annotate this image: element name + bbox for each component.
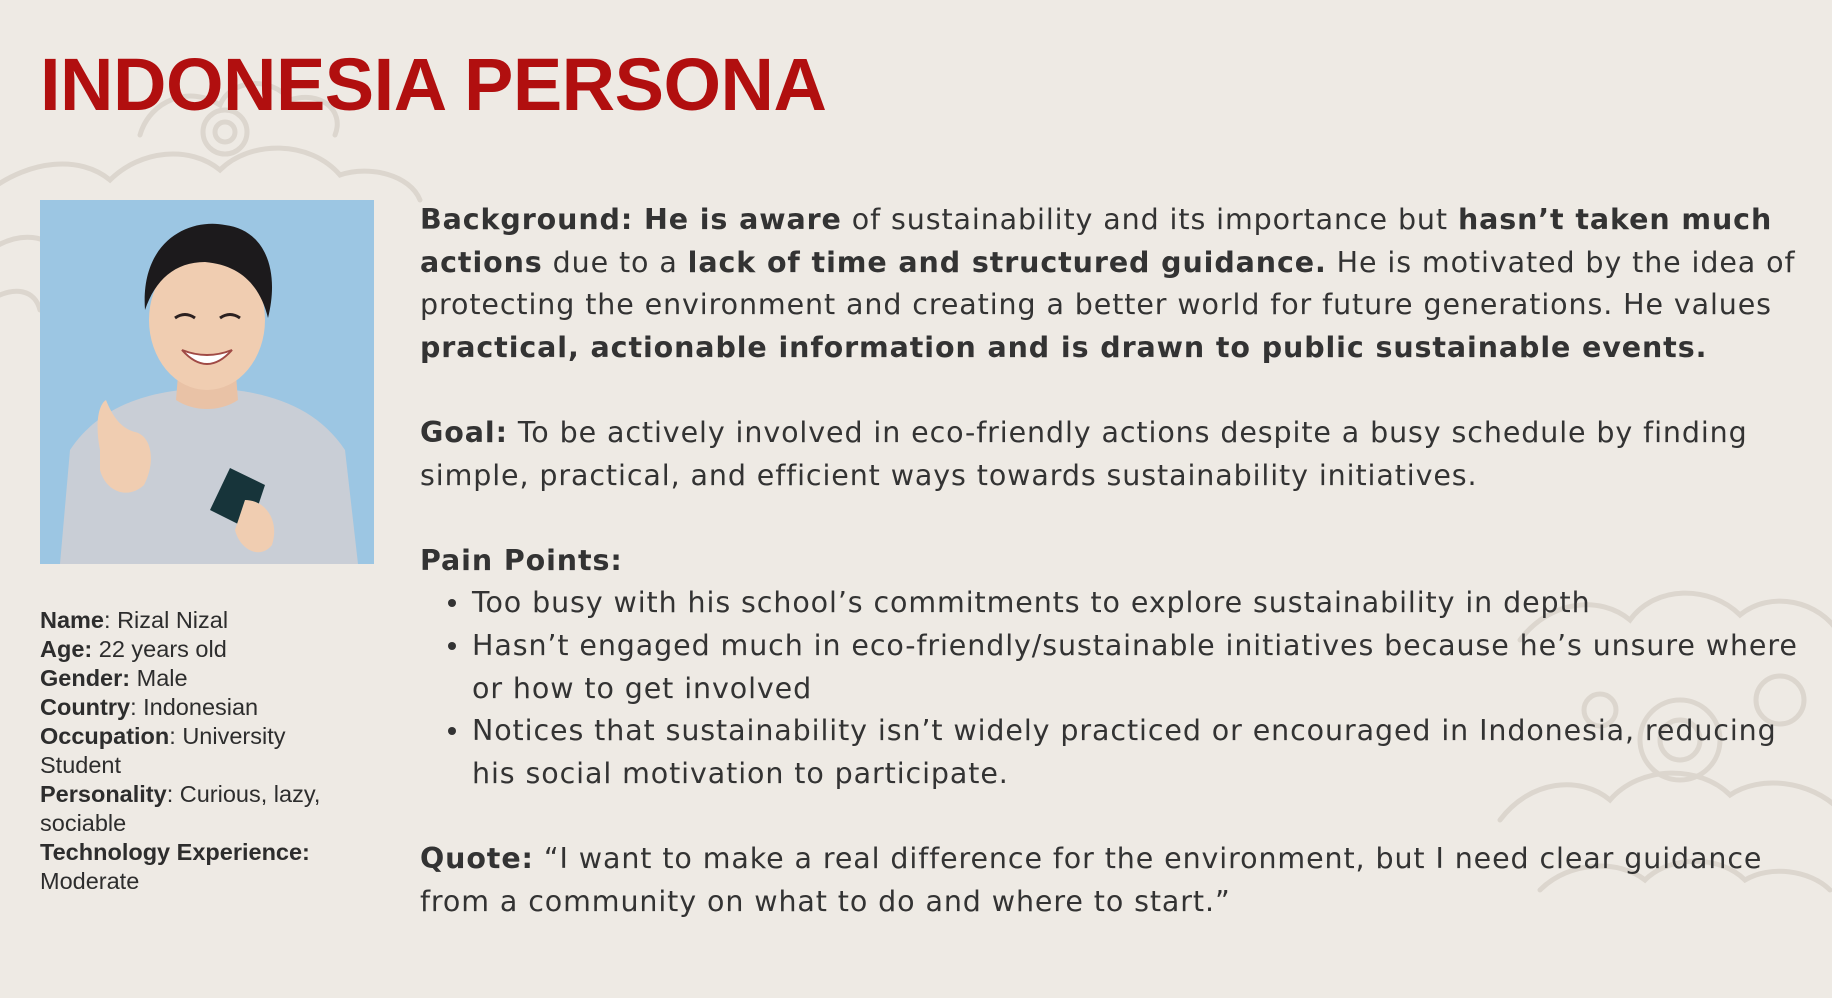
- pain-point-item: Too busy with his school’s commitments to explore sustainability in depth: [420, 582, 1820, 625]
- profile-facts: [40, 606, 370, 896]
- persona-photo: [40, 200, 374, 564]
- profile-age: Age: 22 years old: [40, 636, 227, 662]
- profile-gender: Gender: Male: [40, 665, 188, 691]
- pain-point-item: Notices that sustainability isn’t widely practiced or encouraged in Indonesia, reducing his social motivation to participate.: [420, 710, 1820, 795]
- pain-points-list: [420, 582, 1820, 795]
- persona-details: [420, 199, 1820, 923]
- background-section: Background: He is aware of sustainability and its importance but hasn’t taken much actions due to a lack of time and structured guidance. He is motivated by the idea of protecting the environment and creating a better world for future generations. He values practical, actionable information and is drawn to public sustainable events.: [420, 203, 1796, 364]
- pain-points-heading: Pain Points:: [420, 543, 623, 577]
- goal-section: Goal: To be actively involved in eco-friendly actions despite a busy schedule by finding simple, practical, and efficient ways towards sustainability initiatives.: [420, 415, 1748, 492]
- profile-technology: Technology Experience: Moderate: [40, 839, 310, 894]
- quote-section: Quote: “I want to make a real difference for the environment, but I need clear guidance from a community on what to do and where to start.”: [420, 841, 1763, 918]
- page-title: INDONESIA PERSONA: [40, 43, 827, 126]
- pain-point-item: Hasn’t engaged much in eco-friendly/sustainable initiatives because he’s unsure where or how to get involved: [420, 625, 1820, 710]
- profile-name: Name: Rizal Nizal: [40, 607, 229, 633]
- profile-country: Country: Indonesian: [40, 694, 259, 720]
- profile-personality: Personality: Curious, lazy, sociable: [40, 781, 321, 836]
- profile-occupation: Occupation: University Student: [40, 723, 286, 778]
